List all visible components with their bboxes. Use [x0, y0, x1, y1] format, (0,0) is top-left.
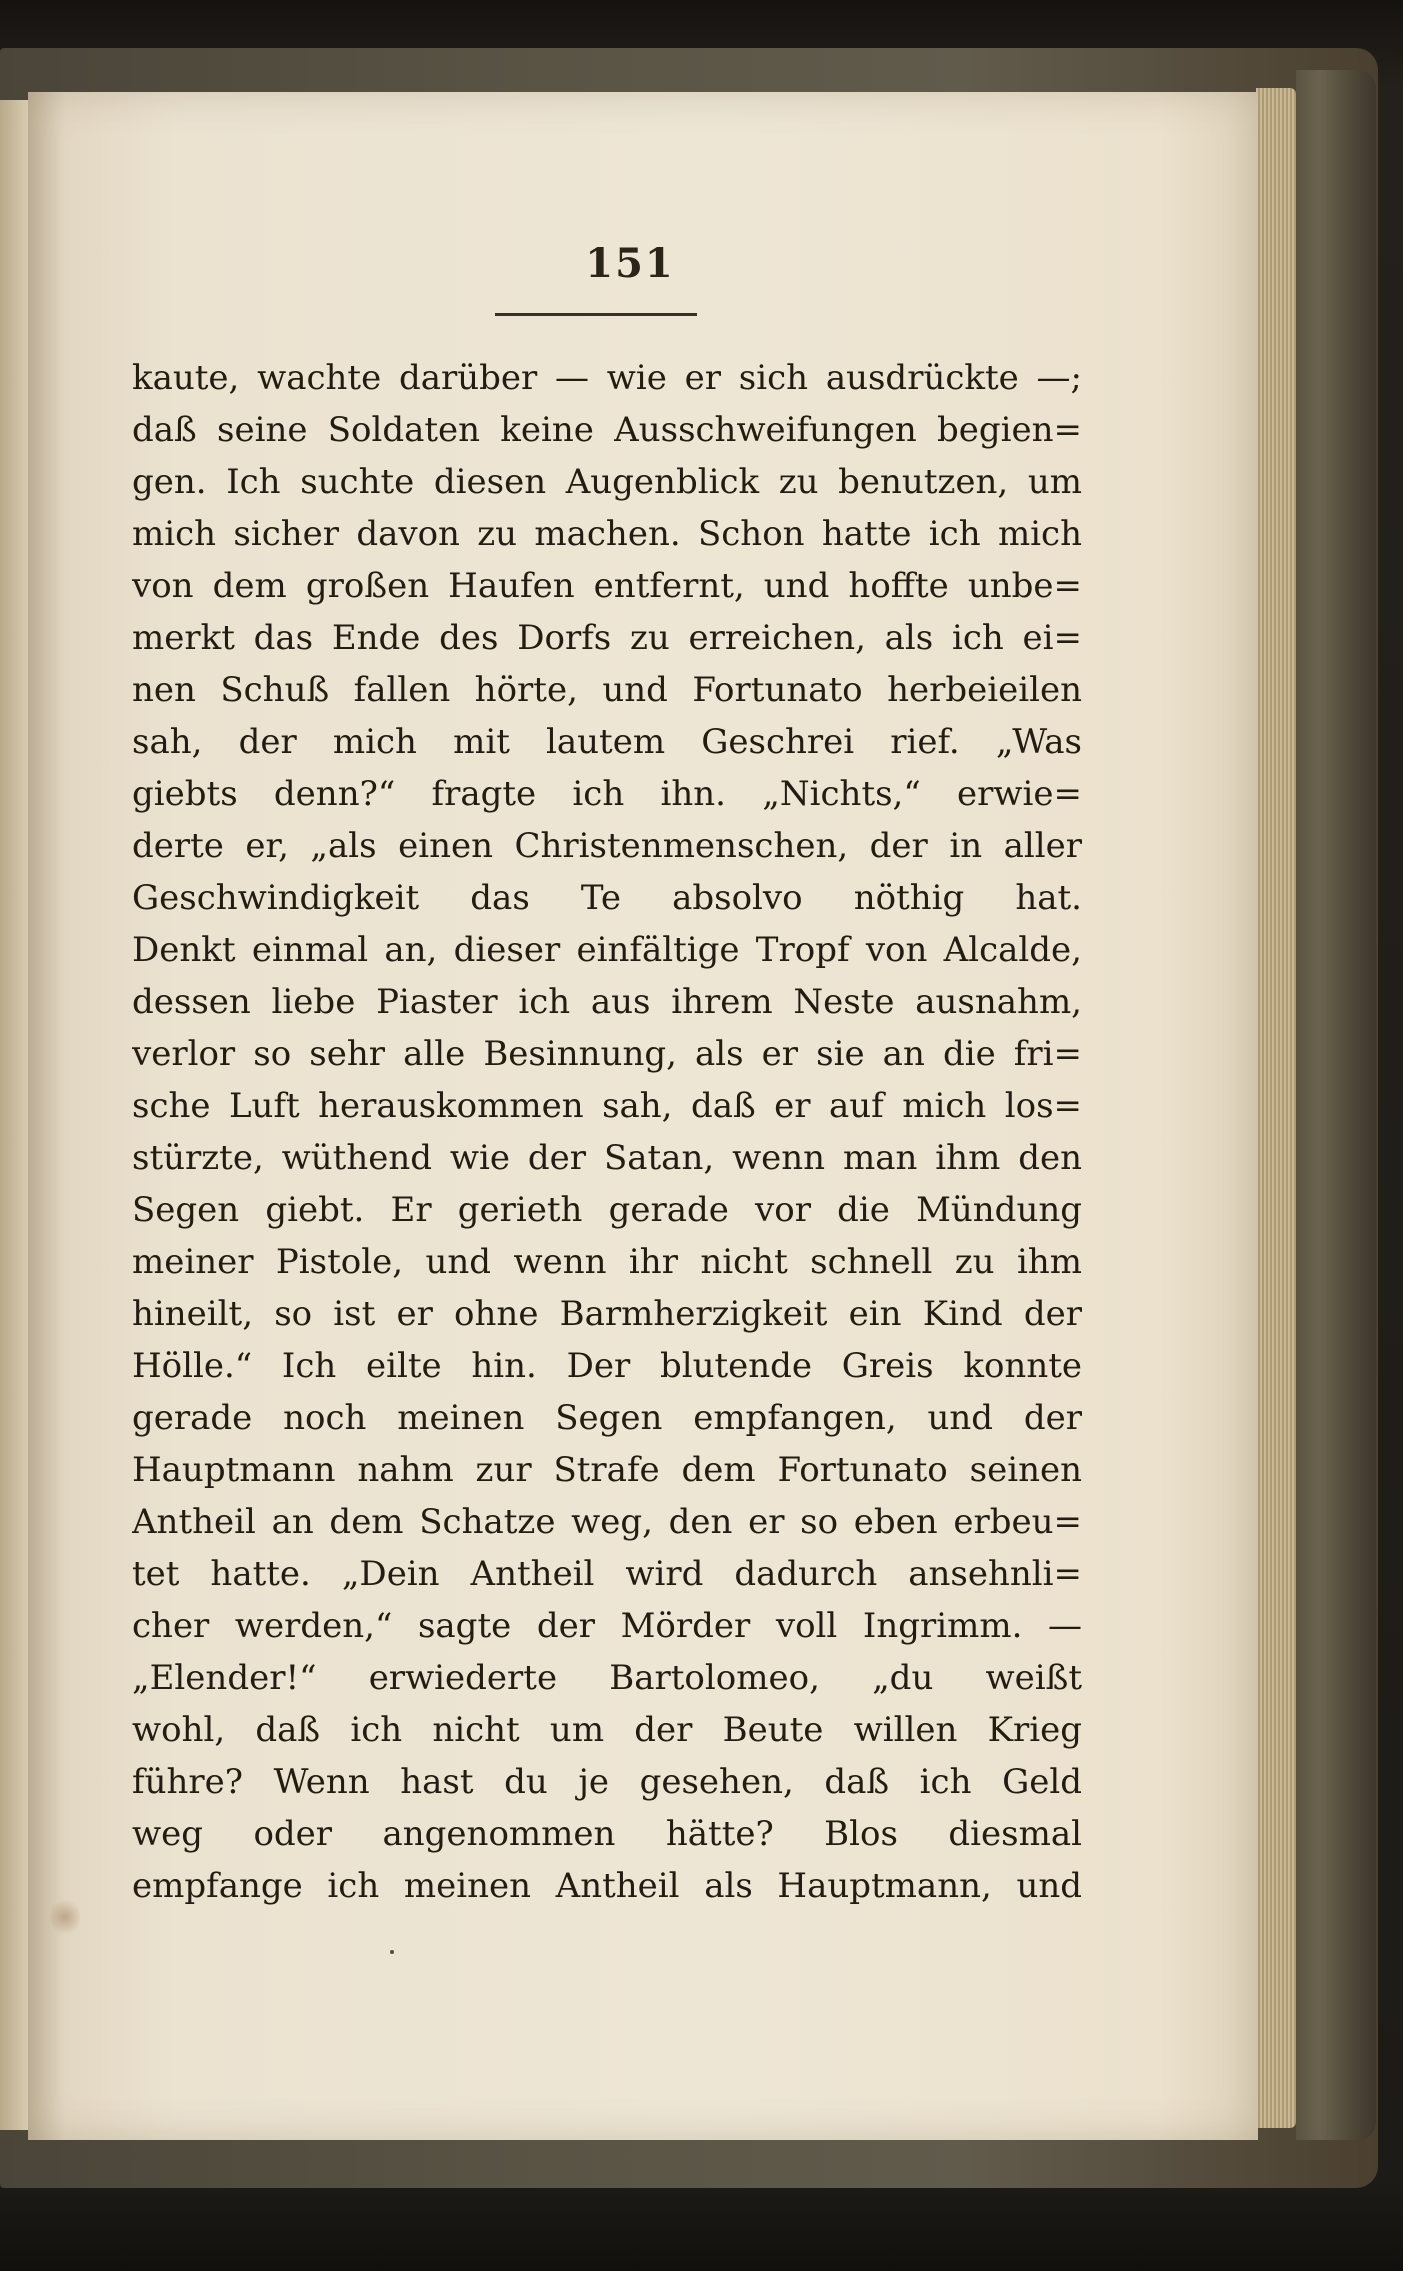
header-rule: [495, 313, 697, 316]
text-line: dessen liebe Piaster ich aus ihrem Neste ausnahm,: [132, 982, 1082, 1022]
text-line: führe? Wenn hast du je gesehen, daß ich Geld: [132, 1762, 1082, 1802]
text-line: von dem großen Haufen entfernt, und hoffte unbe=: [132, 566, 1082, 606]
text-line: sche Luft herauskommen sah, daß er auf mich los=: [132, 1086, 1082, 1126]
text-line: gen. Ich suchte diesen Augenblick zu benutzen, um: [132, 462, 1082, 502]
text-line: Segen giebt. Er gerieth gerade vor die Mündung: [132, 1190, 1082, 1230]
text-line: giebts denn?“ fragte ich ihn. „Nichts,“ erwie=: [132, 774, 1082, 814]
text-line: daß seine Soldaten keine Ausschweifungen begien=: [132, 410, 1082, 450]
text-line: hineilt, so ist er ohne Barmherzigkeit ein Kind der: [132, 1294, 1082, 1334]
book-cover-edge: [1296, 70, 1376, 2140]
text-line: wohl, daß ich nicht um der Beute willen Krieg: [132, 1710, 1082, 1750]
body-text: [132, 352, 1082, 1912]
text-line: kaute, wachte darüber — wie er sich ausdrückte —;: [132, 358, 1082, 398]
text-line: Geschwindigkeit das Te absolvo nöthig hat.: [132, 878, 1082, 918]
text-line: „Elender!“ erwiederte Bartolomeo, „du weißt: [132, 1658, 1082, 1698]
text-line: stürzte, wüthend wie der Satan, wenn man ihm den: [132, 1138, 1082, 1178]
page-number: 151: [585, 240, 675, 287]
text-line: Antheil an dem Schatze weg, den er so eben erbeu=: [132, 1502, 1082, 1542]
text-line: Denkt einmal an, dieser einfältige Tropf von Alcalde,: [132, 930, 1082, 970]
text-line: tet hatte. „Dein Antheil wird dadurch ansehnli=: [132, 1554, 1082, 1594]
ink-speck: [390, 1950, 394, 1954]
text-line: Hölle.“ Ich eilte hin. Der blutende Greis konnte: [132, 1346, 1082, 1386]
text-line: mich sicher davon zu machen. Schon hatte ich mich: [132, 514, 1082, 554]
page-edges: [1256, 88, 1296, 2128]
foxing-stain: [50, 1897, 80, 1937]
text-line: weg oder angenommen hätte? Blos diesmal: [132, 1814, 1082, 1854]
text-line: Hauptmann nahm zur Strafe dem Fortunato seinen: [132, 1450, 1082, 1490]
text-line: gerade noch meinen Segen empfangen, und der: [132, 1398, 1082, 1438]
text-line: derte er, „als einen Christenmenschen, der in aller: [132, 826, 1082, 866]
text-line: merkt das Ende des Dorfs zu erreichen, als ich ei=: [132, 618, 1082, 658]
text-line: empfange ich meinen Antheil als Hauptmann, und: [132, 1866, 1082, 1906]
text-line: meiner Pistole, und wenn ihr nicht schnell zu ihm: [132, 1242, 1082, 1282]
text-line: nen Schuß fallen hörte, und Fortunato herbeieilen: [132, 670, 1082, 710]
text-line: verlor so sehr alle Besinnung, als er sie an die fri=: [132, 1034, 1082, 1074]
facing-page-edge: [0, 100, 28, 2130]
text-line: cher werden,“ sagte der Mörder voll Ingrimm. —: [132, 1606, 1082, 1646]
text-line: sah, der mich mit lautem Geschrei rief. „Was: [132, 722, 1082, 762]
